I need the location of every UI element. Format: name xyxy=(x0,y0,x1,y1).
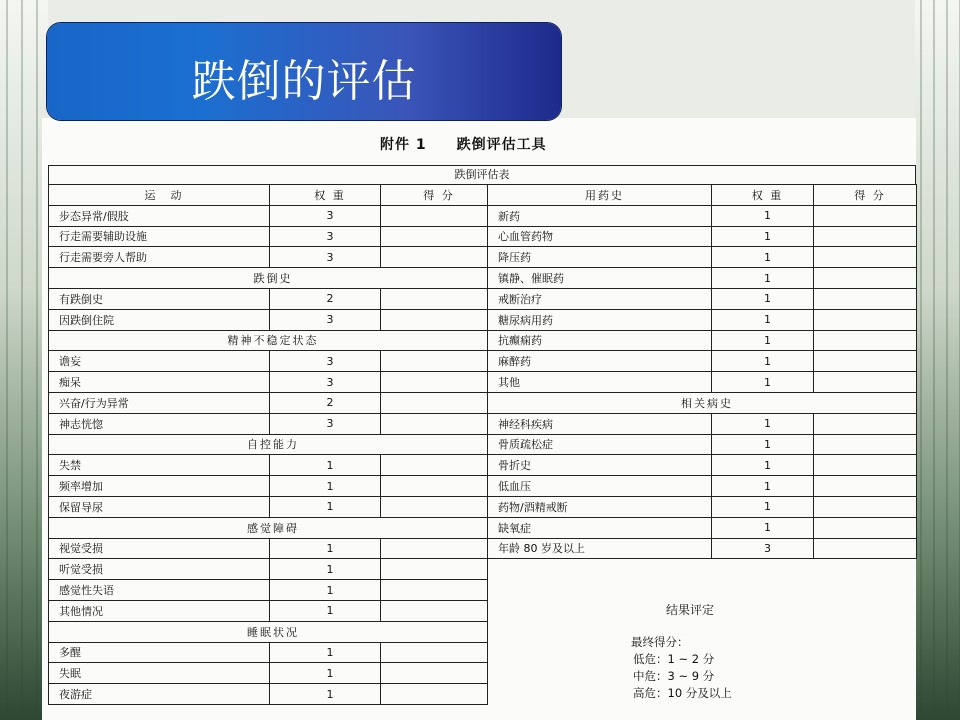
weight-cell: 1 xyxy=(712,288,814,309)
risk-factor-label: 兴奋/行为异常 xyxy=(49,392,270,413)
risk-factor-label: 步态异常/假肢 xyxy=(49,205,270,226)
result-line: 中危：3 ~ 9 分 xyxy=(633,669,715,683)
score-cell[interactable] xyxy=(814,413,917,434)
table-row xyxy=(488,309,917,330)
weight-cell: 1 xyxy=(270,642,381,663)
table-row xyxy=(488,288,917,309)
score-cell[interactable] xyxy=(381,372,488,393)
score-cell[interactable] xyxy=(381,226,488,247)
table-row xyxy=(488,205,917,226)
table-caption: 跌倒评估表 xyxy=(48,165,916,184)
risk-factor-label: 有跌倒史 xyxy=(49,288,270,309)
weight-cell: 2 xyxy=(270,288,381,309)
slide-title: 跌倒的评估 xyxy=(191,56,417,107)
table-row xyxy=(488,330,917,351)
table-row xyxy=(49,455,488,476)
score-cell[interactable] xyxy=(814,268,917,289)
risk-factor-label: 缺氧症 xyxy=(488,517,712,538)
weight-cell: 1 xyxy=(712,413,814,434)
score-cell[interactable] xyxy=(814,288,917,309)
section-row xyxy=(49,517,488,538)
weight-cell: 3 xyxy=(270,205,381,226)
score-cell[interactable] xyxy=(381,351,488,372)
table-row xyxy=(49,247,488,268)
table-row xyxy=(49,538,488,559)
risk-factor-label: 夜游症 xyxy=(49,684,270,705)
section-row xyxy=(49,621,488,642)
table-row xyxy=(488,413,917,434)
weight-cell: 1 xyxy=(712,517,814,538)
risk-factor-label: 骨折史 xyxy=(488,455,712,476)
section-label: 自控能力 xyxy=(49,434,488,455)
table-row xyxy=(49,476,488,497)
risk-factor-label: 行走需要旁人帮助 xyxy=(49,247,270,268)
result-line: 高危：10 分及以上 xyxy=(633,686,732,700)
score-cell[interactable] xyxy=(814,351,917,372)
table-row xyxy=(488,476,917,497)
risk-factor-label: 药物/酒精戒断 xyxy=(488,496,712,517)
score-cell[interactable] xyxy=(814,538,917,559)
column-header-weight: 权 重 xyxy=(712,185,814,206)
score-cell[interactable] xyxy=(381,559,488,580)
score-cell[interactable] xyxy=(381,288,488,309)
score-cell[interactable] xyxy=(381,309,488,330)
table-row xyxy=(49,205,488,226)
score-cell[interactable] xyxy=(814,455,917,476)
score-cell[interactable] xyxy=(381,538,488,559)
table-row xyxy=(49,372,488,393)
section-label: 跌倒史 xyxy=(49,268,488,289)
column-header-score: 得 分 xyxy=(814,185,917,206)
score-cell[interactable] xyxy=(381,413,488,434)
bamboo-decoration-left xyxy=(0,0,48,720)
score-cell[interactable] xyxy=(381,600,488,621)
score-cell[interactable] xyxy=(381,392,488,413)
table-row xyxy=(488,434,917,455)
risk-factor-label: 低血压 xyxy=(488,476,712,497)
weight-cell: 1 xyxy=(712,372,814,393)
risk-factor-label: 神经科疾病 xyxy=(488,413,712,434)
result-line: 低危：1 ~ 2 分 xyxy=(633,652,715,666)
risk-factor-label: 频率增加 xyxy=(49,476,270,497)
risk-factor-label: 谵妄 xyxy=(49,351,270,372)
score-cell[interactable] xyxy=(814,496,917,517)
section-row xyxy=(49,434,488,455)
table-row xyxy=(49,580,488,601)
weight-cell: 1 xyxy=(270,559,381,580)
weight-cell: 3 xyxy=(270,351,381,372)
section-row xyxy=(49,268,488,289)
table-row xyxy=(49,663,488,684)
score-cell[interactable] xyxy=(381,496,488,517)
weight-cell: 3 xyxy=(712,538,814,559)
weight-cell: 1 xyxy=(712,247,814,268)
risk-factor-label: 视觉受损 xyxy=(49,538,270,559)
score-cell[interactable] xyxy=(814,372,917,393)
risk-factor-label: 骨质疏松症 xyxy=(488,434,712,455)
score-cell[interactable] xyxy=(814,330,917,351)
table-row xyxy=(488,538,917,559)
table-row xyxy=(488,226,917,247)
weight-cell: 1 xyxy=(270,600,381,621)
risk-factor-label: 镇静、催眠药 xyxy=(488,268,712,289)
weight-cell: 1 xyxy=(712,434,814,455)
section-label: 睡眠状况 xyxy=(49,621,488,642)
weight-cell: 1 xyxy=(712,496,814,517)
score-cell[interactable] xyxy=(814,309,917,330)
table-row xyxy=(49,413,488,434)
weight-cell: 1 xyxy=(712,205,814,226)
section-row xyxy=(49,330,488,351)
score-cell[interactable] xyxy=(381,580,488,601)
weight-cell: 1 xyxy=(712,455,814,476)
result-title: 结果评定 xyxy=(666,603,715,617)
table-row xyxy=(488,247,917,268)
score-cell[interactable] xyxy=(381,684,488,705)
weight-cell: 1 xyxy=(270,663,381,684)
score-cell[interactable] xyxy=(381,476,488,497)
fall-assessment-table-left xyxy=(48,184,488,705)
column-header-category: 运 动 xyxy=(49,185,270,206)
risk-factor-label: 糖尿病用药 xyxy=(488,309,712,330)
score-cell[interactable] xyxy=(814,434,917,455)
risk-factor-label: 听觉受损 xyxy=(49,559,270,580)
score-cell[interactable] xyxy=(814,517,917,538)
fall-assessment-table-right xyxy=(487,184,917,559)
appendix-label: 附件 1 xyxy=(380,137,427,153)
risk-factor-label: 因跌倒住院 xyxy=(49,309,270,330)
column-header-weight: 权 重 xyxy=(270,185,381,206)
table-row xyxy=(49,226,488,247)
weight-cell: 1 xyxy=(712,309,814,330)
section-label: 精神不稳定状态 xyxy=(49,330,488,351)
risk-factor-label: 年龄 80 岁及以上 xyxy=(488,538,712,559)
table-row xyxy=(488,351,917,372)
risk-factor-label: 保留导尿 xyxy=(49,496,270,517)
weight-cell: 1 xyxy=(270,684,381,705)
risk-factor-label: 新药 xyxy=(488,205,712,226)
table-row xyxy=(488,496,917,517)
weight-cell: 3 xyxy=(270,309,381,330)
score-cell[interactable] xyxy=(814,476,917,497)
table-row xyxy=(49,600,488,621)
slide-title-banner xyxy=(47,23,561,120)
table-row xyxy=(49,288,488,309)
section-row xyxy=(488,392,917,413)
risk-factor-label: 其他 xyxy=(488,372,712,393)
score-cell[interactable] xyxy=(381,642,488,663)
document-heading xyxy=(380,134,547,154)
weight-cell: 1 xyxy=(270,580,381,601)
weight-cell: 1 xyxy=(712,226,814,247)
score-cell[interactable] xyxy=(381,455,488,476)
score-cell[interactable] xyxy=(381,205,488,226)
weight-cell: 1 xyxy=(270,455,381,476)
risk-factor-label: 行走需要辅助设施 xyxy=(49,226,270,247)
weight-cell: 1 xyxy=(270,476,381,497)
risk-factor-label: 感觉性失语 xyxy=(49,580,270,601)
document-title: 跌倒评估工具 xyxy=(456,137,547,153)
score-cell[interactable] xyxy=(814,247,917,268)
risk-factor-label: 抗癫痫药 xyxy=(488,330,712,351)
risk-factor-label: 降压药 xyxy=(488,247,712,268)
column-header-category: 用药史 xyxy=(488,185,712,206)
risk-factor-label: 神志恍惚 xyxy=(49,413,270,434)
risk-factor-label: 心血管药物 xyxy=(488,226,712,247)
weight-cell: 1 xyxy=(712,476,814,497)
table-row xyxy=(49,684,488,705)
risk-factor-label: 麻醉药 xyxy=(488,351,712,372)
weight-cell: 3 xyxy=(270,226,381,247)
score-cell[interactable] xyxy=(381,247,488,268)
table-row xyxy=(49,559,488,580)
section-label: 相关病史 xyxy=(488,392,917,413)
section-label: 感觉障碍 xyxy=(49,517,488,538)
risk-factor-label: 失禁 xyxy=(49,455,270,476)
table-row xyxy=(49,496,488,517)
result-lines xyxy=(631,634,732,702)
weight-cell: 1 xyxy=(712,330,814,351)
table-row xyxy=(49,642,488,663)
result-evaluation xyxy=(488,574,916,720)
table-row xyxy=(49,392,488,413)
score-cell[interactable] xyxy=(814,205,917,226)
risk-factor-label: 多醒 xyxy=(49,642,270,663)
table-row xyxy=(49,309,488,330)
weight-cell: 2 xyxy=(270,392,381,413)
weight-cell: 3 xyxy=(270,413,381,434)
table-row xyxy=(488,455,917,476)
risk-factor-label: 痴呆 xyxy=(49,372,270,393)
weight-cell: 3 xyxy=(270,247,381,268)
table-row xyxy=(488,372,917,393)
table-row xyxy=(488,268,917,289)
table-row xyxy=(49,351,488,372)
risk-factor-label: 戒断治疗 xyxy=(488,288,712,309)
column-header-score: 得 分 xyxy=(381,185,488,206)
weight-cell: 3 xyxy=(270,372,381,393)
risk-factor-label: 失眠 xyxy=(49,663,270,684)
score-cell[interactable] xyxy=(814,226,917,247)
bamboo-decoration-right xyxy=(915,0,960,720)
weight-cell: 1 xyxy=(712,351,814,372)
score-cell[interactable] xyxy=(381,663,488,684)
weight-cell: 1 xyxy=(270,496,381,517)
table-header-row xyxy=(49,185,488,206)
weight-cell: 1 xyxy=(712,268,814,289)
weight-cell: 1 xyxy=(270,538,381,559)
risk-factor-label: 其他情况 xyxy=(49,600,270,621)
result-line: 最终得分： xyxy=(631,635,689,649)
table-header-row xyxy=(488,185,917,206)
table-row xyxy=(488,517,917,538)
